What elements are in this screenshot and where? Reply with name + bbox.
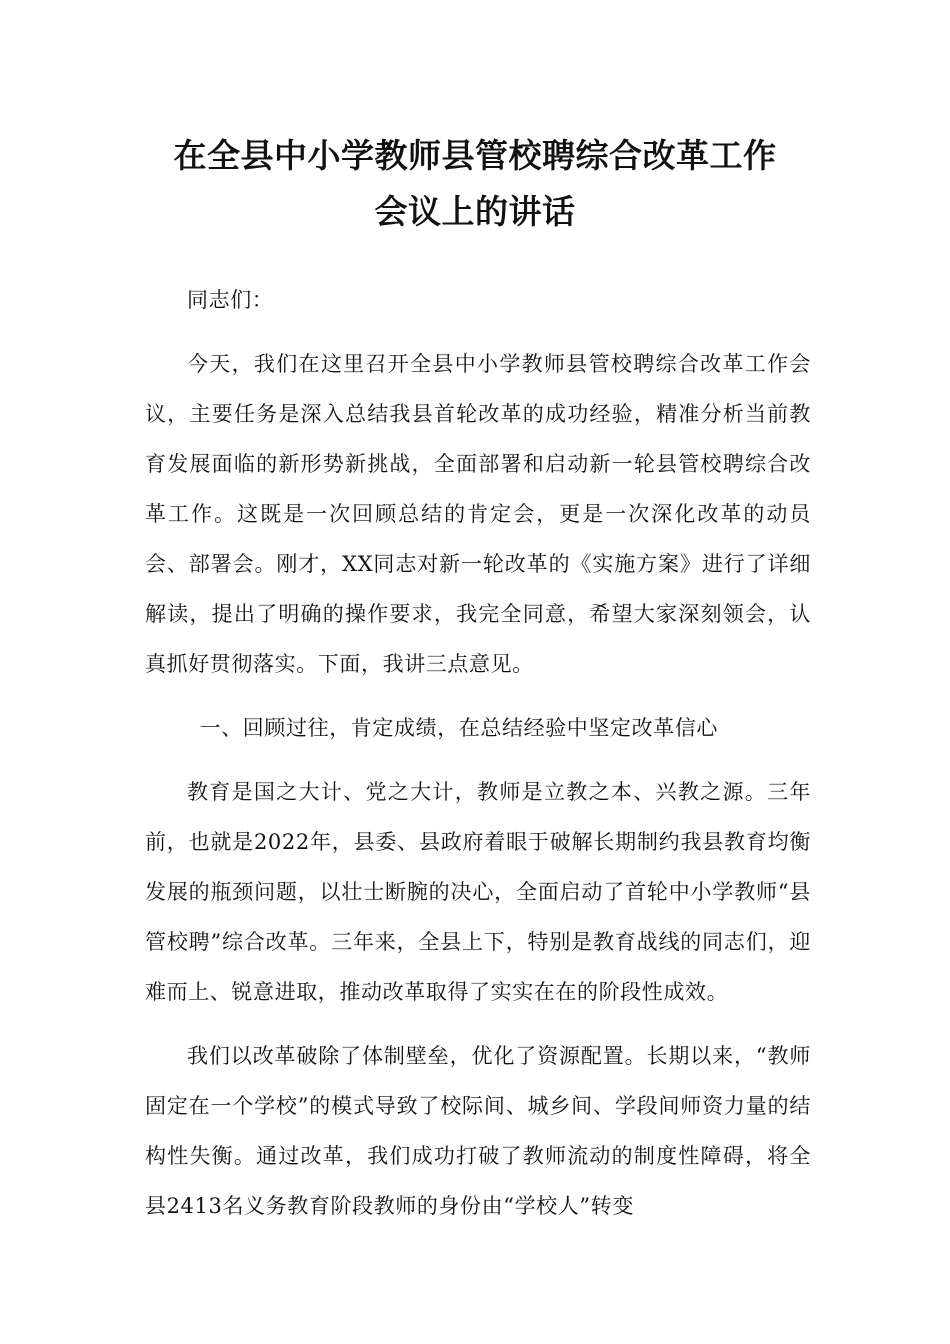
paragraph-achievement: 我们以改革破除了体制壁垒，优化了资源配置。长期以来，“教师固定在一个学校”的模式导致了校际间、城乡间、学段间师资力量的结构性失衡。通过改革，我们成功打破了教师流动的制度性障碍，将全县2413名义务教育阶段教师的身份由“学校人”转变 (145, 1044, 811, 1218)
section-heading-1: 一、回顾过往，肯定成绩，在总结经验中坚定改革信心 (199, 716, 718, 740)
paragraph-opening: 今天，我们在这里召开全县中小学教师县管校聘综合改革工作会议，主要任务是深入总结我县首轮改革的成功经验，精准分析当前教育发展面临的新形势新挑战，全面部署和启动新一轮县管校聘综合改革工作。这既是一次回顾总结的肯定会，更是一次深化改革的动员会、部署会。刚才，XX同志对新一轮改革的《实施方案》进行了详细解读，提出了明确的操作要求，我完全同意，希望大家深刻领会，认真抓好贯彻落实。下面，我讲三点意见。 (145, 352, 811, 676)
greeting: 同志们： (187, 288, 274, 312)
title-line-2: 会议上的讲话 (374, 192, 576, 231)
paragraph-background: 教育是国之大计、党之大计，教师是立教之本、兴教之源。三年前，也就是2022年，县委、县政府着眼于破解长期制约我县教育均衡发展的瓶颈问题，以壮士断腕的决心，全面启动了首轮中小学教师“县管校聘”综合改革。三年来，全县上下，特别是教育战线的同志们，迎难而上、锐意进取，推动改革取得了实实在在的阶段性成效。 (145, 780, 811, 1004)
document-body (145, 275, 811, 1245)
document-title (140, 128, 810, 240)
title-line-1: 在全县中小学教师县管校聘综合改革工作 (173, 136, 777, 175)
